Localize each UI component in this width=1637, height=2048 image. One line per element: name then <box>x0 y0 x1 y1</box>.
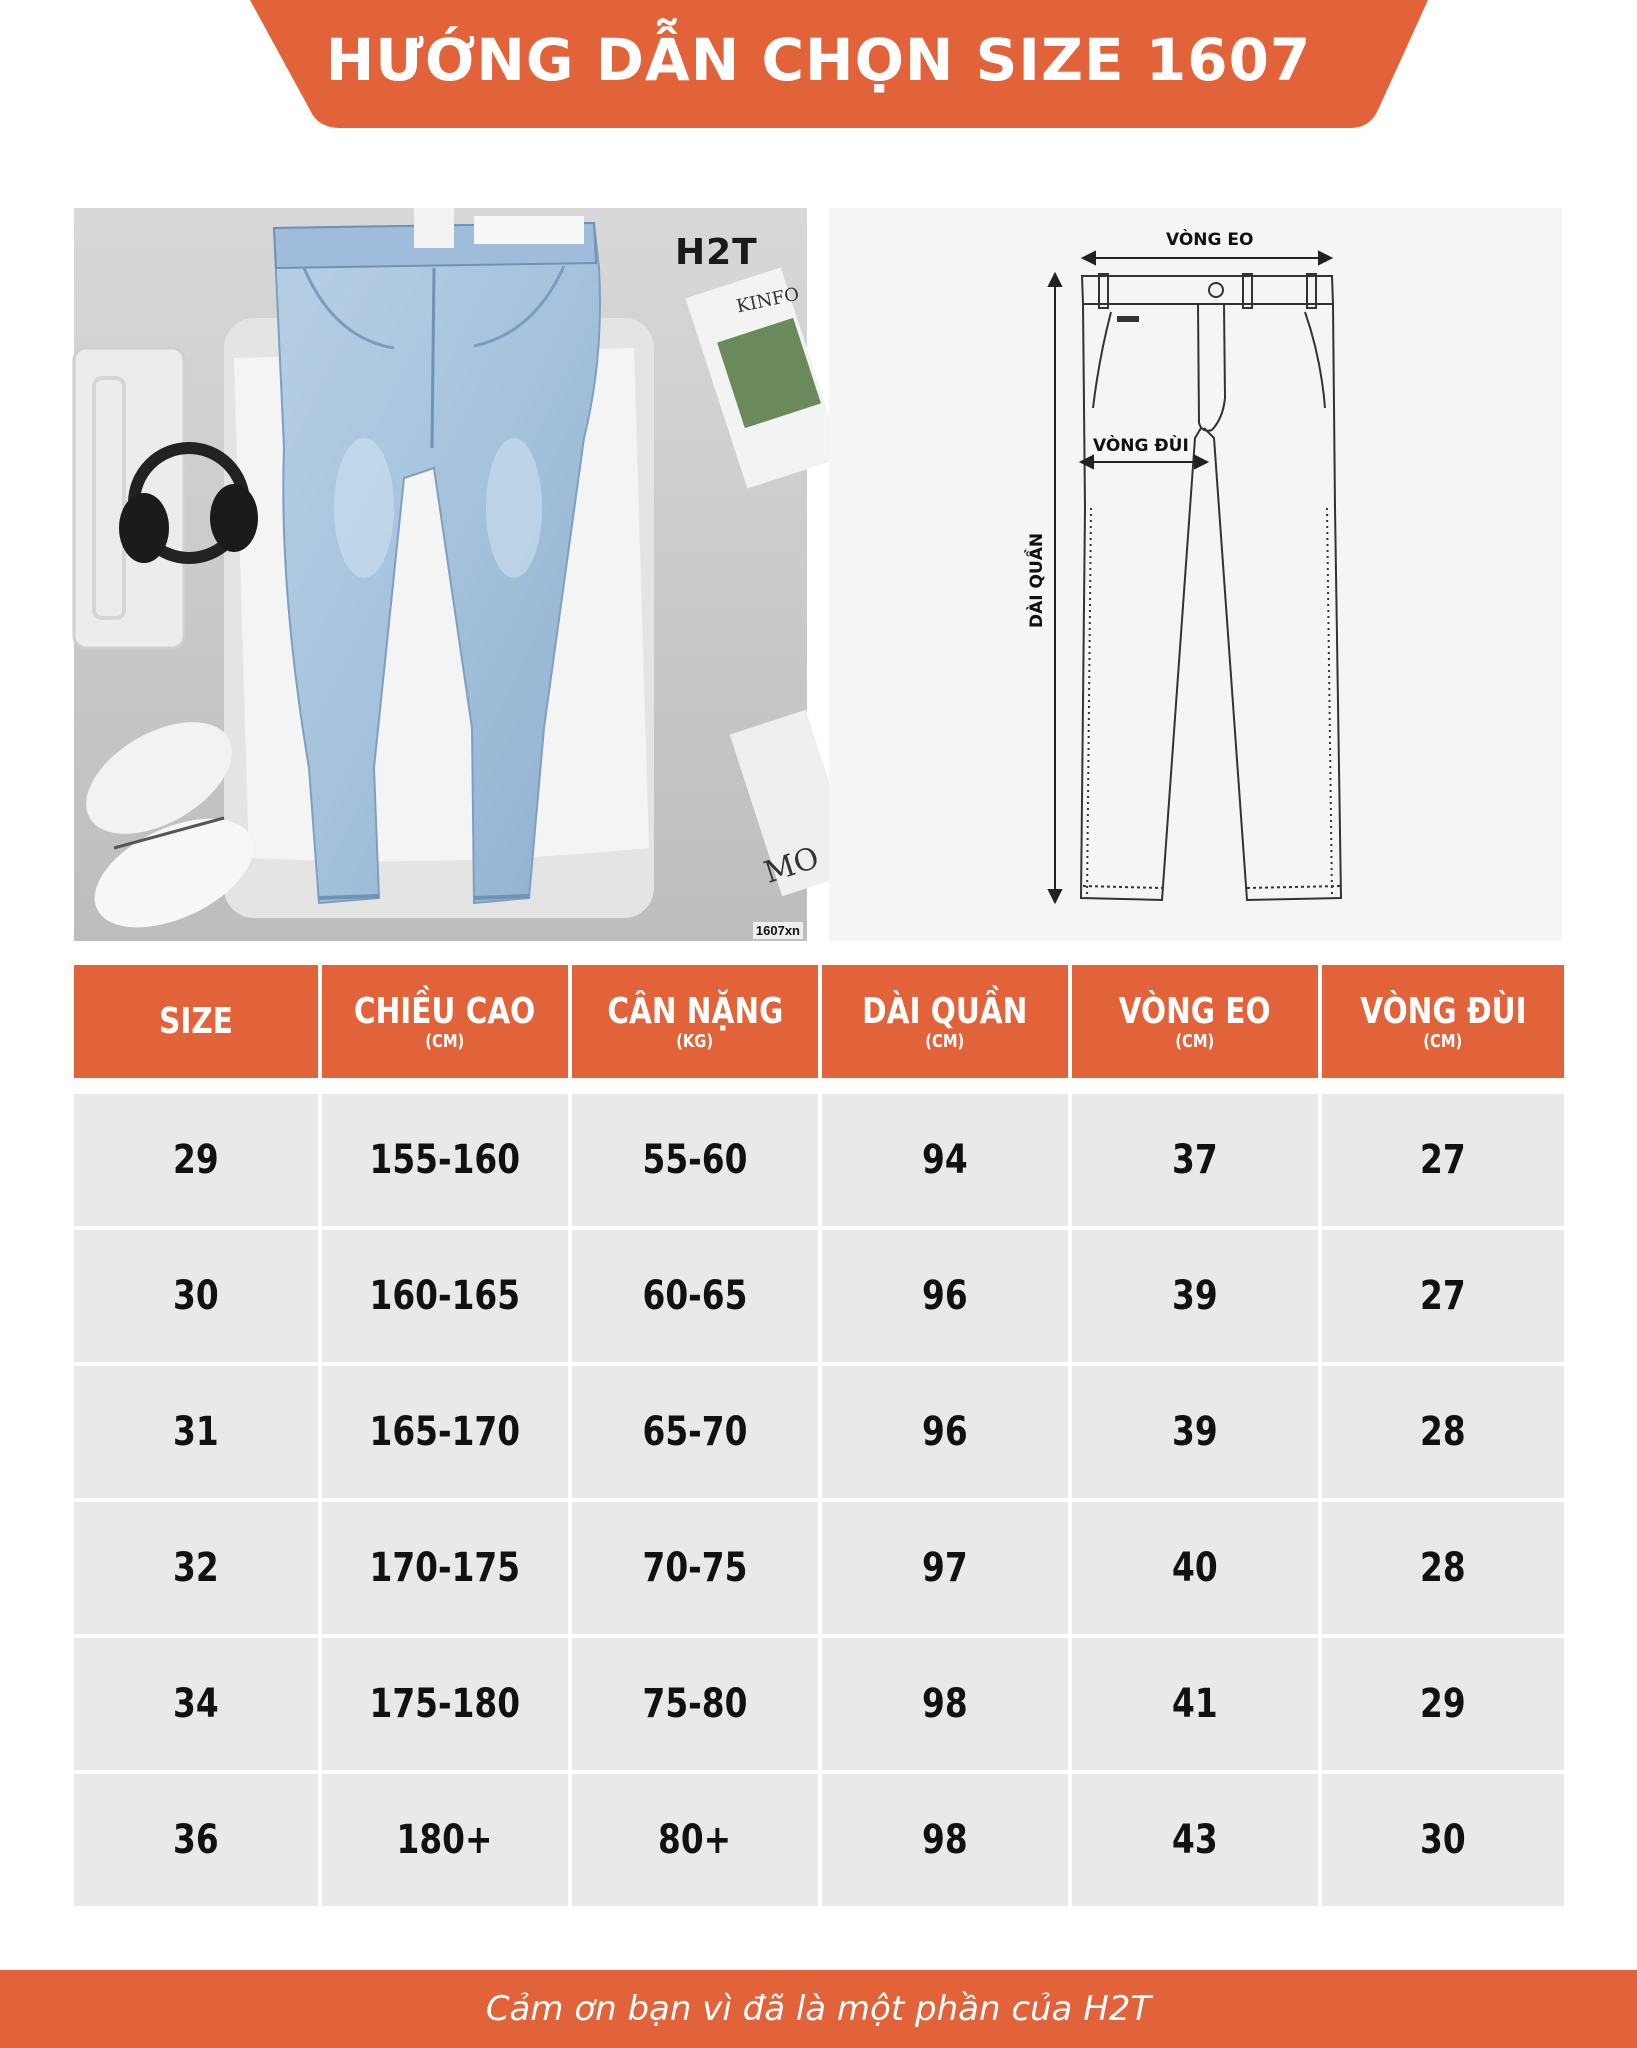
header-height: CHIỀU CAO (CM) <box>322 965 568 1078</box>
header-length: DÀI QUẦN (CM) <box>822 965 1068 1078</box>
header-size: SIZE <box>74 965 318 1078</box>
table-cell: 28 <box>1322 1366 1564 1498</box>
table-cell: 41 <box>1072 1638 1318 1770</box>
length-label: DÀI QUẦN <box>1027 532 1047 628</box>
table-cell: 98 <box>822 1638 1068 1770</box>
table-cell: 96 <box>822 1366 1068 1498</box>
table-cell: 40 <box>1072 1502 1318 1634</box>
table-cell: 29 <box>74 1094 318 1226</box>
header-weight: CÂN NẶNG (KG) <box>572 965 818 1078</box>
table-cell: 32 <box>74 1502 318 1634</box>
table-cell: 34 <box>74 1638 318 1770</box>
table-cell: 37 <box>1072 1094 1318 1226</box>
table-cell: 160-165 <box>322 1230 568 1362</box>
table-row <box>74 1366 1564 1498</box>
header-waist: VÒNG EO (CM) <box>1072 965 1318 1078</box>
table-cell: 39 <box>1072 1366 1318 1498</box>
table-cell: 43 <box>1072 1774 1318 1906</box>
jeans-photo-illustration <box>74 208 807 941</box>
table-row <box>74 1774 1564 1906</box>
table-header-row <box>74 965 1564 1078</box>
pants-line-drawing <box>829 208 1562 941</box>
table-body <box>74 1094 1564 1906</box>
table-cell: 165-170 <box>322 1366 568 1498</box>
brand-logo: H2T <box>675 232 758 273</box>
table-cell: 28 <box>1322 1502 1564 1634</box>
table-cell: 155-160 <box>322 1094 568 1226</box>
table-cell: 30 <box>74 1230 318 1362</box>
table-cell: 98 <box>822 1774 1068 1906</box>
table-cell: 55-60 <box>572 1094 818 1226</box>
product-code: 1607xn <box>753 922 803 939</box>
table-cell: 70-75 <box>572 1502 818 1634</box>
table-cell: 80+ <box>572 1774 818 1906</box>
table-cell: 36 <box>74 1774 318 1906</box>
measurement-diagram <box>829 208 1562 941</box>
box-text: MO <box>759 840 824 891</box>
page-title: HƯỚNG DẪN CHỌN SIZE 1607 <box>325 26 1312 94</box>
book-title: KINFO <box>734 283 802 318</box>
table-row <box>74 1094 1564 1226</box>
table-cell: 75-80 <box>572 1638 818 1770</box>
table-cell: 27 <box>1322 1230 1564 1362</box>
table-cell: 29 <box>1322 1638 1564 1770</box>
header-thigh: VÒNG ĐÙI (CM) <box>1322 965 1564 1078</box>
table-cell: 30 <box>1322 1774 1564 1906</box>
table-cell: 96 <box>822 1230 1068 1362</box>
table-cell: 170-175 <box>322 1502 568 1634</box>
title-banner <box>0 0 1637 130</box>
table-cell: 27 <box>1322 1094 1564 1226</box>
footer-banner <box>0 1970 1637 2048</box>
table-cell: 175-180 <box>322 1638 568 1770</box>
table-cell: 39 <box>1072 1230 1318 1362</box>
table-row <box>74 1230 1564 1362</box>
table-cell: 180+ <box>322 1774 568 1906</box>
thigh-label: VÒNG ĐÙI <box>1093 436 1189 456</box>
table-row <box>74 1638 1564 1770</box>
table-cell: 97 <box>822 1502 1068 1634</box>
product-photo <box>74 208 824 941</box>
table-cell: 31 <box>74 1366 318 1498</box>
table-cell: 60-65 <box>572 1230 818 1362</box>
table-cell: 65-70 <box>572 1366 818 1498</box>
size-table <box>74 965 1564 1910</box>
table-cell: 94 <box>822 1094 1068 1226</box>
footer-text: Cảm ơn bạn vì đã là một phần của H2T <box>485 1989 1152 2029</box>
table-row <box>74 1502 1564 1634</box>
waist-label: VÒNG EO <box>1166 230 1254 250</box>
